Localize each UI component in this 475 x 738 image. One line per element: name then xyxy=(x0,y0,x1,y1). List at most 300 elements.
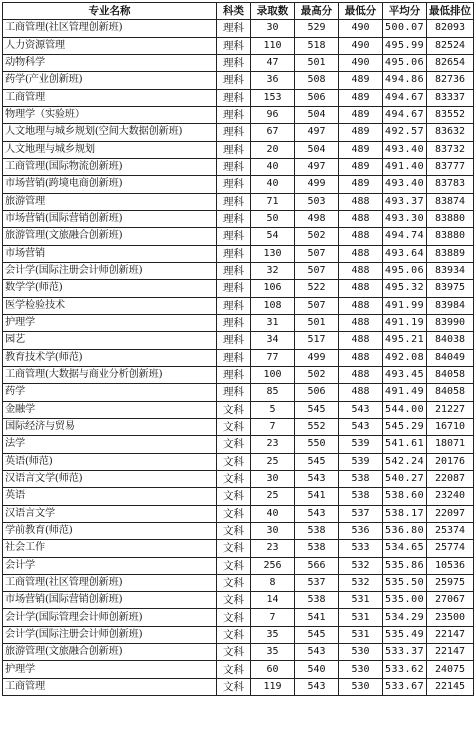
cell-avg-score: 495.06 xyxy=(383,54,427,71)
cell-min-rank: 83880 xyxy=(427,228,474,245)
cell-max-score: 540 xyxy=(295,661,339,678)
cell-min-score: 488 xyxy=(339,193,383,210)
cell-min-score: 531 xyxy=(339,609,383,626)
cell-admitted-count: 71 xyxy=(251,193,295,210)
cell-max-score: 543 xyxy=(295,470,339,487)
cell-min-rank: 20176 xyxy=(427,453,474,470)
cell-major-name: 金融学 xyxy=(3,401,217,418)
cell-min-score: 538 xyxy=(339,470,383,487)
cell-max-score: 538 xyxy=(295,540,339,557)
cell-min-score: 490 xyxy=(339,20,383,37)
cell-avg-score: 535.50 xyxy=(383,574,427,591)
cell-admitted-count: 5 xyxy=(251,401,295,418)
header-category: 科类 xyxy=(217,3,251,20)
cell-min-score: 533 xyxy=(339,540,383,557)
cell-min-rank: 83337 xyxy=(427,89,474,106)
cell-category: 文科 xyxy=(217,609,251,626)
cell-major-name: 人力资源管理 xyxy=(3,37,217,54)
cell-admitted-count: 7 xyxy=(251,418,295,435)
cell-category: 理科 xyxy=(217,384,251,401)
cell-min-score: 537 xyxy=(339,505,383,522)
table-row xyxy=(3,20,474,37)
table-row xyxy=(3,557,474,574)
cell-min-score: 532 xyxy=(339,557,383,574)
cell-max-score: 501 xyxy=(295,314,339,331)
cell-avg-score: 495.06 xyxy=(383,262,427,279)
cell-min-rank: 83552 xyxy=(427,106,474,123)
cell-category: 理科 xyxy=(217,72,251,89)
cell-avg-score: 541.61 xyxy=(383,436,427,453)
cell-avg-score: 494.74 xyxy=(383,228,427,245)
cell-major-name: 动物科学 xyxy=(3,54,217,71)
cell-min-rank: 83632 xyxy=(427,124,474,141)
cell-admitted-count: 30 xyxy=(251,522,295,539)
cell-category: 理科 xyxy=(217,106,251,123)
cell-major-name: 国际经济与贸易 xyxy=(3,418,217,435)
cell-avg-score: 542.24 xyxy=(383,453,427,470)
table-row xyxy=(3,505,474,522)
cell-min-score: 488 xyxy=(339,349,383,366)
cell-avg-score: 495.21 xyxy=(383,332,427,349)
cell-category: 文科 xyxy=(217,436,251,453)
cell-min-score: 539 xyxy=(339,436,383,453)
cell-max-score: 541 xyxy=(295,488,339,505)
cell-min-rank: 83934 xyxy=(427,262,474,279)
cell-min-score: 536 xyxy=(339,522,383,539)
cell-admitted-count: 67 xyxy=(251,124,295,141)
cell-category: 理科 xyxy=(217,262,251,279)
cell-avg-score: 535.86 xyxy=(383,557,427,574)
cell-min-rank: 23240 xyxy=(427,488,474,505)
cell-major-name: 会计学(国际注册会计师创新班) xyxy=(3,262,217,279)
cell-min-score: 538 xyxy=(339,488,383,505)
cell-category: 理科 xyxy=(217,349,251,366)
cell-category: 理科 xyxy=(217,245,251,262)
cell-major-name: 会计学(国际注册会计师创新班) xyxy=(3,626,217,643)
cell-avg-score: 538.60 xyxy=(383,488,427,505)
table-row xyxy=(3,626,474,643)
cell-min-score: 543 xyxy=(339,401,383,418)
cell-major-name: 法学 xyxy=(3,436,217,453)
cell-min-rank: 83783 xyxy=(427,176,474,193)
cell-admitted-count: 35 xyxy=(251,644,295,661)
cell-avg-score: 495.32 xyxy=(383,280,427,297)
cell-max-score: 499 xyxy=(295,176,339,193)
cell-category: 理科 xyxy=(217,210,251,227)
cell-max-score: 541 xyxy=(295,609,339,626)
cell-category: 文科 xyxy=(217,418,251,435)
cell-min-rank: 82093 xyxy=(427,20,474,37)
cell-min-score: 489 xyxy=(339,158,383,175)
cell-major-name: 市场营销(国际营销创新班) xyxy=(3,592,217,609)
cell-max-score: 545 xyxy=(295,453,339,470)
cell-min-rank: 25975 xyxy=(427,574,474,591)
cell-admitted-count: 30 xyxy=(251,20,295,37)
cell-max-score: 566 xyxy=(295,557,339,574)
cell-avg-score: 493.45 xyxy=(383,366,427,383)
cell-min-score: 488 xyxy=(339,332,383,349)
table-row xyxy=(3,349,474,366)
cell-category: 文科 xyxy=(217,557,251,574)
cell-major-name: 人文地理与城乡规划(空间大数据创新班) xyxy=(3,124,217,141)
table-row xyxy=(3,488,474,505)
cell-avg-score: 494.67 xyxy=(383,89,427,106)
cell-major-name: 旅游管理 xyxy=(3,193,217,210)
cell-major-name: 汉语言文学 xyxy=(3,505,217,522)
cell-category: 文科 xyxy=(217,678,251,695)
cell-avg-score: 491.19 xyxy=(383,314,427,331)
cell-major-name: 旅游管理(文旅融合创新班) xyxy=(3,644,217,661)
table-row xyxy=(3,574,474,591)
cell-admitted-count: 85 xyxy=(251,384,295,401)
cell-admitted-count: 40 xyxy=(251,176,295,193)
cell-avg-score: 544.00 xyxy=(383,401,427,418)
table-row xyxy=(3,228,474,245)
cell-major-name: 工商管理 xyxy=(3,89,217,106)
cell-category: 文科 xyxy=(217,644,251,661)
cell-min-score: 489 xyxy=(339,89,383,106)
cell-major-name: 人文地理与城乡规划 xyxy=(3,141,217,158)
cell-min-rank: 83732 xyxy=(427,141,474,158)
cell-min-rank: 24075 xyxy=(427,661,474,678)
cell-major-name: 工商管理(社区管理创新班) xyxy=(3,574,217,591)
cell-admitted-count: 7 xyxy=(251,609,295,626)
cell-category: 文科 xyxy=(217,540,251,557)
cell-min-rank: 21227 xyxy=(427,401,474,418)
cell-admitted-count: 106 xyxy=(251,280,295,297)
table-row xyxy=(3,72,474,89)
cell-max-score: 545 xyxy=(295,626,339,643)
table-row xyxy=(3,522,474,539)
cell-min-score: 539 xyxy=(339,453,383,470)
cell-min-rank: 82736 xyxy=(427,72,474,89)
cell-category: 理科 xyxy=(217,193,251,210)
cell-major-name: 工商管理(国际物流创新班) xyxy=(3,158,217,175)
cell-major-name: 英语(师范) xyxy=(3,453,217,470)
cell-major-name: 市场营销(跨境电商创新班) xyxy=(3,176,217,193)
cell-major-name: 物理学（实验班） xyxy=(3,106,217,123)
table-row xyxy=(3,297,474,314)
table-row xyxy=(3,314,474,331)
cell-major-name: 市场营销 xyxy=(3,245,217,262)
cell-category: 理科 xyxy=(217,141,251,158)
cell-min-score: 488 xyxy=(339,297,383,314)
cell-avg-score: 494.67 xyxy=(383,106,427,123)
table-row xyxy=(3,384,474,401)
cell-max-score: 502 xyxy=(295,366,339,383)
cell-min-score: 488 xyxy=(339,314,383,331)
cell-min-rank: 23500 xyxy=(427,609,474,626)
cell-admitted-count: 50 xyxy=(251,210,295,227)
cell-admitted-count: 47 xyxy=(251,54,295,71)
table-row xyxy=(3,106,474,123)
cell-admitted-count: 34 xyxy=(251,332,295,349)
header-min-rank: 最低排位 xyxy=(427,3,474,20)
cell-admitted-count: 14 xyxy=(251,592,295,609)
cell-min-rank: 83975 xyxy=(427,280,474,297)
cell-admitted-count: 23 xyxy=(251,540,295,557)
cell-major-name: 护理学 xyxy=(3,314,217,331)
cell-admitted-count: 256 xyxy=(251,557,295,574)
cell-min-score: 490 xyxy=(339,37,383,54)
table-row xyxy=(3,366,474,383)
cell-max-score: 522 xyxy=(295,280,339,297)
cell-min-score: 531 xyxy=(339,626,383,643)
cell-max-score: 517 xyxy=(295,332,339,349)
cell-admitted-count: 25 xyxy=(251,488,295,505)
cell-min-score: 488 xyxy=(339,262,383,279)
table-row xyxy=(3,678,474,695)
cell-min-rank: 10536 xyxy=(427,557,474,574)
cell-max-score: 502 xyxy=(295,228,339,245)
cell-category: 理科 xyxy=(217,89,251,106)
cell-category: 理科 xyxy=(217,124,251,141)
cell-min-rank: 22097 xyxy=(427,505,474,522)
cell-admitted-count: 25 xyxy=(251,453,295,470)
cell-avg-score: 500.07 xyxy=(383,20,427,37)
cell-avg-score: 533.37 xyxy=(383,644,427,661)
cell-category: 文科 xyxy=(217,401,251,418)
cell-min-rank: 27067 xyxy=(427,592,474,609)
cell-min-rank: 22087 xyxy=(427,470,474,487)
cell-major-name: 护理学 xyxy=(3,661,217,678)
cell-category: 理科 xyxy=(217,314,251,331)
cell-min-score: 489 xyxy=(339,106,383,123)
cell-min-rank: 83880 xyxy=(427,210,474,227)
cell-avg-score: 494.86 xyxy=(383,72,427,89)
table-row xyxy=(3,661,474,678)
table-row xyxy=(3,124,474,141)
table-row xyxy=(3,453,474,470)
cell-admitted-count: 130 xyxy=(251,245,295,262)
table-row xyxy=(3,141,474,158)
cell-admitted-count: 119 xyxy=(251,678,295,695)
cell-admitted-count: 100 xyxy=(251,366,295,383)
cell-max-score: 504 xyxy=(295,106,339,123)
cell-min-rank: 84049 xyxy=(427,349,474,366)
cell-admitted-count: 23 xyxy=(251,436,295,453)
cell-major-name: 教育技术学(师范) xyxy=(3,349,217,366)
cell-min-rank: 84058 xyxy=(427,384,474,401)
table-body xyxy=(3,20,474,696)
cell-min-score: 488 xyxy=(339,210,383,227)
cell-min-rank: 22147 xyxy=(427,644,474,661)
cell-major-name: 英语 xyxy=(3,488,217,505)
cell-max-score: 518 xyxy=(295,37,339,54)
cell-min-rank: 83990 xyxy=(427,314,474,331)
cell-min-rank: 82524 xyxy=(427,37,474,54)
cell-min-rank: 25374 xyxy=(427,522,474,539)
cell-min-score: 530 xyxy=(339,661,383,678)
cell-major-name: 园艺 xyxy=(3,332,217,349)
cell-major-name: 工商管理(社区管理创新班) xyxy=(3,20,217,37)
cell-max-score: 507 xyxy=(295,262,339,279)
cell-avg-score: 533.62 xyxy=(383,661,427,678)
cell-avg-score: 491.49 xyxy=(383,384,427,401)
cell-max-score: 543 xyxy=(295,505,339,522)
table-header-row xyxy=(3,3,474,20)
cell-max-score: 543 xyxy=(295,678,339,695)
cell-category: 理科 xyxy=(217,228,251,245)
cell-min-rank: 25774 xyxy=(427,540,474,557)
cell-category: 文科 xyxy=(217,592,251,609)
cell-category: 文科 xyxy=(217,453,251,470)
cell-avg-score: 493.37 xyxy=(383,193,427,210)
cell-category: 理科 xyxy=(217,176,251,193)
cell-category: 文科 xyxy=(217,522,251,539)
cell-major-name: 市场营销(国际营销创新班) xyxy=(3,210,217,227)
cell-min-score: 488 xyxy=(339,280,383,297)
cell-avg-score: 535.00 xyxy=(383,592,427,609)
cell-avg-score: 493.64 xyxy=(383,245,427,262)
table-row xyxy=(3,158,474,175)
cell-avg-score: 540.27 xyxy=(383,470,427,487)
cell-min-rank: 22145 xyxy=(427,678,474,695)
cell-avg-score: 545.29 xyxy=(383,418,427,435)
cell-max-score: 498 xyxy=(295,210,339,227)
cell-min-rank: 22147 xyxy=(427,626,474,643)
cell-category: 理科 xyxy=(217,20,251,37)
cell-min-score: 488 xyxy=(339,366,383,383)
cell-admitted-count: 36 xyxy=(251,72,295,89)
table-row xyxy=(3,418,474,435)
cell-admitted-count: 153 xyxy=(251,89,295,106)
cell-avg-score: 491.40 xyxy=(383,158,427,175)
cell-avg-score: 493.30 xyxy=(383,210,427,227)
cell-category: 文科 xyxy=(217,470,251,487)
cell-max-score: 497 xyxy=(295,124,339,141)
cell-max-score: 504 xyxy=(295,141,339,158)
cell-category: 理科 xyxy=(217,54,251,71)
table-row xyxy=(3,470,474,487)
cell-max-score: 538 xyxy=(295,592,339,609)
cell-max-score: 497 xyxy=(295,158,339,175)
cell-max-score: 537 xyxy=(295,574,339,591)
cell-max-score: 545 xyxy=(295,401,339,418)
cell-admitted-count: 35 xyxy=(251,626,295,643)
table-row xyxy=(3,609,474,626)
cell-category: 文科 xyxy=(217,505,251,522)
cell-min-score: 531 xyxy=(339,592,383,609)
cell-admitted-count: 108 xyxy=(251,297,295,314)
cell-min-rank: 82654 xyxy=(427,54,474,71)
cell-min-rank: 83874 xyxy=(427,193,474,210)
table-row xyxy=(3,436,474,453)
cell-major-name: 工商管理 xyxy=(3,678,217,695)
cell-avg-score: 493.40 xyxy=(383,141,427,158)
cell-max-score: 507 xyxy=(295,297,339,314)
header-min-score: 最低分 xyxy=(339,3,383,20)
table-row xyxy=(3,592,474,609)
cell-admitted-count: 40 xyxy=(251,505,295,522)
cell-category: 文科 xyxy=(217,488,251,505)
table-row xyxy=(3,262,474,279)
table-row xyxy=(3,644,474,661)
table-row xyxy=(3,176,474,193)
cell-admitted-count: 60 xyxy=(251,661,295,678)
admission-scores-table xyxy=(2,2,474,696)
cell-max-score: 529 xyxy=(295,20,339,37)
cell-min-score: 530 xyxy=(339,678,383,695)
cell-major-name: 医学检验技术 xyxy=(3,297,217,314)
table-row xyxy=(3,332,474,349)
cell-category: 文科 xyxy=(217,661,251,678)
table-row xyxy=(3,540,474,557)
cell-min-score: 489 xyxy=(339,124,383,141)
cell-avg-score: 535.49 xyxy=(383,626,427,643)
cell-major-name: 社会工作 xyxy=(3,540,217,557)
cell-admitted-count: 77 xyxy=(251,349,295,366)
cell-max-score: 506 xyxy=(295,89,339,106)
cell-major-name: 药学(产业创新班) xyxy=(3,72,217,89)
cell-avg-score: 534.29 xyxy=(383,609,427,626)
cell-avg-score: 493.40 xyxy=(383,176,427,193)
table-row xyxy=(3,37,474,54)
cell-admitted-count: 30 xyxy=(251,470,295,487)
cell-min-score: 489 xyxy=(339,72,383,89)
cell-major-name: 旅游管理(文旅融合创新班) xyxy=(3,228,217,245)
cell-max-score: 503 xyxy=(295,193,339,210)
cell-max-score: 507 xyxy=(295,245,339,262)
cell-major-name: 会计学 xyxy=(3,557,217,574)
header-avg-score: 平均分 xyxy=(383,3,427,20)
table-row xyxy=(3,245,474,262)
cell-major-name: 数学学(师范) xyxy=(3,280,217,297)
header-max-score: 最高分 xyxy=(295,3,339,20)
cell-min-score: 530 xyxy=(339,644,383,661)
cell-max-score: 506 xyxy=(295,384,339,401)
cell-major-name: 学前教育(师范) xyxy=(3,522,217,539)
header-major: 专业名称 xyxy=(3,3,217,20)
cell-major-name: 药学 xyxy=(3,384,217,401)
table-row xyxy=(3,280,474,297)
cell-min-score: 488 xyxy=(339,228,383,245)
cell-major-name: 工商管理(大数据与商业分析创新班) xyxy=(3,366,217,383)
cell-min-rank: 84038 xyxy=(427,332,474,349)
cell-min-rank: 18071 xyxy=(427,436,474,453)
cell-admitted-count: 8 xyxy=(251,574,295,591)
cell-category: 文科 xyxy=(217,574,251,591)
cell-max-score: 552 xyxy=(295,418,339,435)
cell-avg-score: 536.80 xyxy=(383,522,427,539)
cell-max-score: 543 xyxy=(295,644,339,661)
table-row xyxy=(3,193,474,210)
cell-admitted-count: 20 xyxy=(251,141,295,158)
cell-max-score: 538 xyxy=(295,522,339,539)
cell-min-score: 489 xyxy=(339,176,383,193)
cell-min-rank: 83889 xyxy=(427,245,474,262)
cell-category: 理科 xyxy=(217,280,251,297)
cell-max-score: 550 xyxy=(295,436,339,453)
cell-max-score: 499 xyxy=(295,349,339,366)
cell-admitted-count: 110 xyxy=(251,37,295,54)
cell-category: 理科 xyxy=(217,366,251,383)
cell-category: 理科 xyxy=(217,332,251,349)
cell-min-score: 488 xyxy=(339,245,383,262)
cell-min-score: 532 xyxy=(339,574,383,591)
cell-avg-score: 495.99 xyxy=(383,37,427,54)
cell-max-score: 501 xyxy=(295,54,339,71)
cell-admitted-count: 32 xyxy=(251,262,295,279)
table-row xyxy=(3,89,474,106)
cell-min-rank: 83777 xyxy=(427,158,474,175)
cell-min-rank: 83984 xyxy=(427,297,474,314)
cell-min-score: 488 xyxy=(339,384,383,401)
cell-admitted-count: 40 xyxy=(251,158,295,175)
cell-avg-score: 492.08 xyxy=(383,349,427,366)
cell-admitted-count: 54 xyxy=(251,228,295,245)
table-row xyxy=(3,54,474,71)
